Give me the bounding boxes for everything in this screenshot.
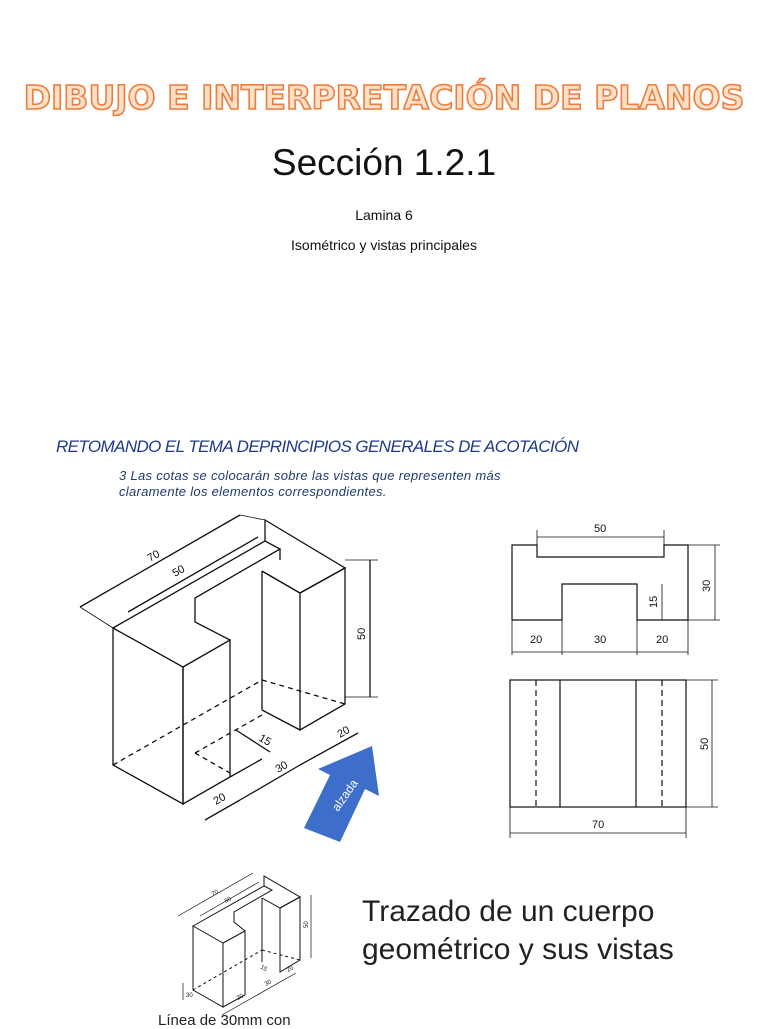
plan-view-dims bbox=[592, 738, 711, 831]
iso-base-edge bbox=[262, 710, 300, 730]
iso-dim-line-50 bbox=[128, 537, 258, 612]
plan-dim-right: 50 bbox=[699, 737, 711, 750]
front-dim-b3: 20 bbox=[656, 634, 669, 646]
iso-top-outline bbox=[113, 541, 280, 640]
iso-dim-70: 70 bbox=[145, 548, 163, 565]
page-title: DIBUJO E INTERPRETACIÓN DE PLANOS bbox=[23, 78, 745, 117]
small-iso-dims bbox=[186, 889, 310, 1002]
small-dim-30b: 30 bbox=[186, 993, 193, 999]
small-dim-h50: 50 bbox=[304, 921, 310, 928]
front-dim-b2: 30 bbox=[594, 634, 607, 646]
alzada-arrow bbox=[304, 746, 379, 842]
iso-dim-line-30 bbox=[240, 765, 300, 800]
small-dim-20b: 20 bbox=[286, 965, 295, 974]
trazado-line: geométrico y sus vistas bbox=[362, 933, 674, 966]
section-subheading: RETOMANDO EL TEMA DEPRINCIPIOS GENERALES DE ACOTACIÓN bbox=[56, 437, 579, 456]
lamina-label: Lamina 6 bbox=[355, 207, 413, 223]
subtitle: Isométrico y vistas principales bbox=[291, 237, 477, 253]
iso-dim-30: 30 bbox=[273, 759, 291, 776]
trazado-heading bbox=[362, 893, 742, 969]
iso-dim-15: 15 bbox=[256, 732, 274, 749]
iso-dim-h50: 50 bbox=[356, 627, 368, 640]
note-line: 3 Las cotas se colocarán sobre las vistas que representen más bbox=[119, 468, 501, 483]
iso-edge bbox=[262, 571, 300, 593]
iso-base-edge bbox=[230, 759, 262, 777]
front-dim-b1: 20 bbox=[530, 634, 543, 646]
small-dim-70: 70 bbox=[211, 889, 220, 898]
plan-dim-bottom: 70 bbox=[592, 819, 605, 831]
note-line: claramente los elementos correspondientes. bbox=[119, 484, 387, 499]
bottom-note: Línea de 30mm con bbox=[158, 1012, 291, 1029]
iso-left-side-face bbox=[183, 640, 230, 804]
front-dim-notch: 15 bbox=[648, 595, 660, 608]
iso-right-top bbox=[262, 520, 345, 593]
front-dim-top: 50 bbox=[594, 523, 607, 535]
small-dim-50: 50 bbox=[224, 896, 233, 905]
iso-dim-20: 20 bbox=[211, 791, 229, 808]
iso-left-front-face bbox=[113, 628, 183, 804]
small-dim-20: 20 bbox=[236, 993, 245, 1002]
section-heading: Sección 1.2.1 bbox=[271, 142, 497, 183]
iso-right-front-face bbox=[300, 568, 345, 730]
iso-dim-20b: 20 bbox=[335, 724, 353, 741]
plan-view bbox=[510, 680, 718, 838]
front-view bbox=[512, 530, 720, 655]
arrow-label: alzada bbox=[328, 776, 361, 814]
small-isometric-drawing bbox=[178, 873, 311, 1015]
front-dim-height: 30 bbox=[701, 579, 713, 592]
small-dim-15: 15 bbox=[259, 964, 268, 974]
small-dim-30: 30 bbox=[264, 979, 273, 988]
trazado-line: Trazado de un cuerpo bbox=[362, 895, 655, 928]
iso-dim-50: 50 bbox=[170, 563, 188, 580]
